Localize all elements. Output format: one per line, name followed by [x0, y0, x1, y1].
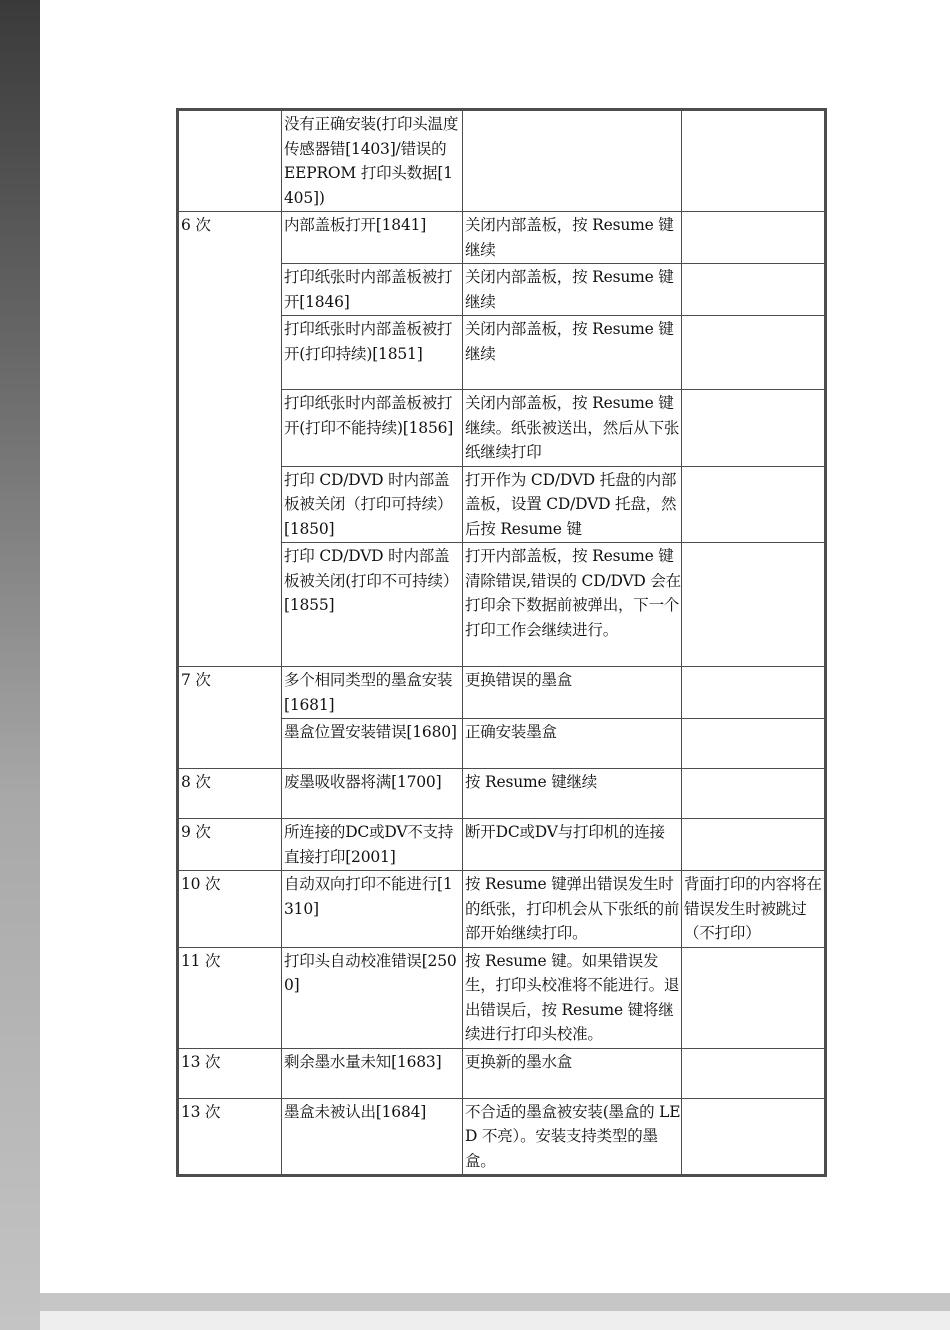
error-description-cell: 打印纸张时内部盖板被打开(打印持续)[1851] — [282, 316, 463, 390]
occurrence-count-cell: 8 次 — [178, 769, 282, 819]
solution-cell: 打开内部盖板，按 Resume 键清除错误,错误的 CD/DVD 会在打印余下数据前被弹出，下一个打印工作会继续进行。 — [463, 543, 682, 667]
solution-cell: 按 Resume 键继续 — [463, 769, 682, 819]
error-description-cell: 没有正确安装(打印头温度传感器错[1403]/错误的 EEPROM 打印头数据[1405]) — [282, 110, 463, 212]
error-description-cell: 打印纸张时内部盖板被打开[1846] — [282, 264, 463, 316]
remark-cell — [682, 769, 826, 819]
error-description-cell: 剩余墨水量未知[1683] — [282, 1048, 463, 1098]
remark-cell — [682, 264, 826, 316]
error-description-cell: 打印纸张时内部盖板被打开(打印不能持续)[1856] — [282, 390, 463, 467]
solution-cell: 关闭内部盖板，按 Resume 键继续 — [463, 316, 682, 390]
solution-cell: 更换错误的墨盒 — [463, 667, 682, 719]
solution-cell: 正确安装墨盒 — [463, 719, 682, 769]
solution-cell — [463, 110, 682, 212]
footer-strip — [40, 1311, 950, 1330]
table-row — [178, 667, 826, 719]
remark-cell — [682, 316, 826, 390]
error-description-cell: 多个相同类型的墨盒安装[1681] — [282, 667, 463, 719]
occurrence-count-cell: 13 次 — [178, 1048, 282, 1098]
table-row — [178, 212, 826, 264]
solution-cell: 关闭内部盖板，按 Resume 键继续 — [463, 212, 682, 264]
occurrence-count-cell: 9 次 — [178, 819, 282, 871]
solution-cell: 按 Resume 键。如果错误发生，打印头校准将不能进行。退出错误后，按 Resume 键将继续进行打印头校准。 — [463, 947, 682, 1048]
remark-cell — [682, 543, 826, 667]
solution-cell: 关闭内部盖板，按 Resume 键继续。纸张被送出，然后从下张纸继续打印 — [463, 390, 682, 467]
table-row — [178, 947, 826, 1048]
solution-cell: 按 Resume 键弹出错误发生时的纸张，打印机会从下张纸的前部开始继续打印。 — [463, 871, 682, 948]
error-description-cell: 墨盒位置安装错误[1680] — [282, 719, 463, 769]
solution-cell: 关闭内部盖板，按 Resume 键继续 — [463, 264, 682, 316]
table-row — [178, 819, 826, 871]
occurrence-count-cell: 10 次 — [178, 871, 282, 948]
remark-cell — [682, 466, 826, 543]
solution-cell: 更换新的墨水盒 — [463, 1048, 682, 1098]
table-row — [178, 110, 826, 212]
remark-cell — [682, 719, 826, 769]
left-margin-bar — [0, 0, 40, 1330]
error-description-cell: 打印 CD/DVD 时内部盖板被关闭（打印可持续）[1850] — [282, 466, 463, 543]
solution-cell: 断开DC或DV与打印机的连接 — [463, 819, 682, 871]
remark-cell — [682, 947, 826, 1048]
remark-cell — [682, 667, 826, 719]
remark-cell — [682, 1098, 826, 1176]
occurrence-count-cell: 11 次 — [178, 947, 282, 1048]
remark-cell — [682, 212, 826, 264]
error-table-body — [178, 110, 826, 1176]
error-description-cell: 打印 CD/DVD 时内部盖板被关闭(打印不可持续）[1855] — [282, 543, 463, 667]
remark-cell — [682, 819, 826, 871]
footer-bar — [40, 1293, 950, 1311]
remark-cell — [682, 390, 826, 467]
table-row — [178, 871, 826, 948]
error-description-cell: 墨盒未被认出[1684] — [282, 1098, 463, 1176]
remark-cell — [682, 1048, 826, 1098]
error-description-cell: 自动双向打印不能进行[1310] — [282, 871, 463, 948]
occurrence-count-cell: 7 次 — [178, 667, 282, 769]
error-code-table — [176, 108, 827, 1177]
error-description-cell: 内部盖板打开[1841] — [282, 212, 463, 264]
error-description-cell: 废墨吸收器将满[1700] — [282, 769, 463, 819]
solution-cell: 打开作为 CD/DVD 托盘的内部盖板，设置 CD/DVD 托盘，然后按 Resume 键 — [463, 466, 682, 543]
table-row — [178, 769, 826, 819]
remark-cell: 背面打印的内容将在错误发生时被跳过（不打印） — [682, 871, 826, 948]
remark-cell — [682, 110, 826, 212]
solution-cell: 不合适的墨盒被安装(墨盒的 LED 不亮）。安装支持类型的墨盒。 — [463, 1098, 682, 1176]
error-description-cell: 打印头自动校准错误[2500] — [282, 947, 463, 1048]
table-row — [178, 1098, 826, 1176]
occurrence-count-cell — [178, 110, 282, 212]
occurrence-count-cell: 6 次 — [178, 212, 282, 667]
table-row — [178, 1048, 826, 1098]
occurrence-count-cell: 13 次 — [178, 1098, 282, 1176]
error-description-cell: 所连接的DC或DV不支持直接打印[2001] — [282, 819, 463, 871]
